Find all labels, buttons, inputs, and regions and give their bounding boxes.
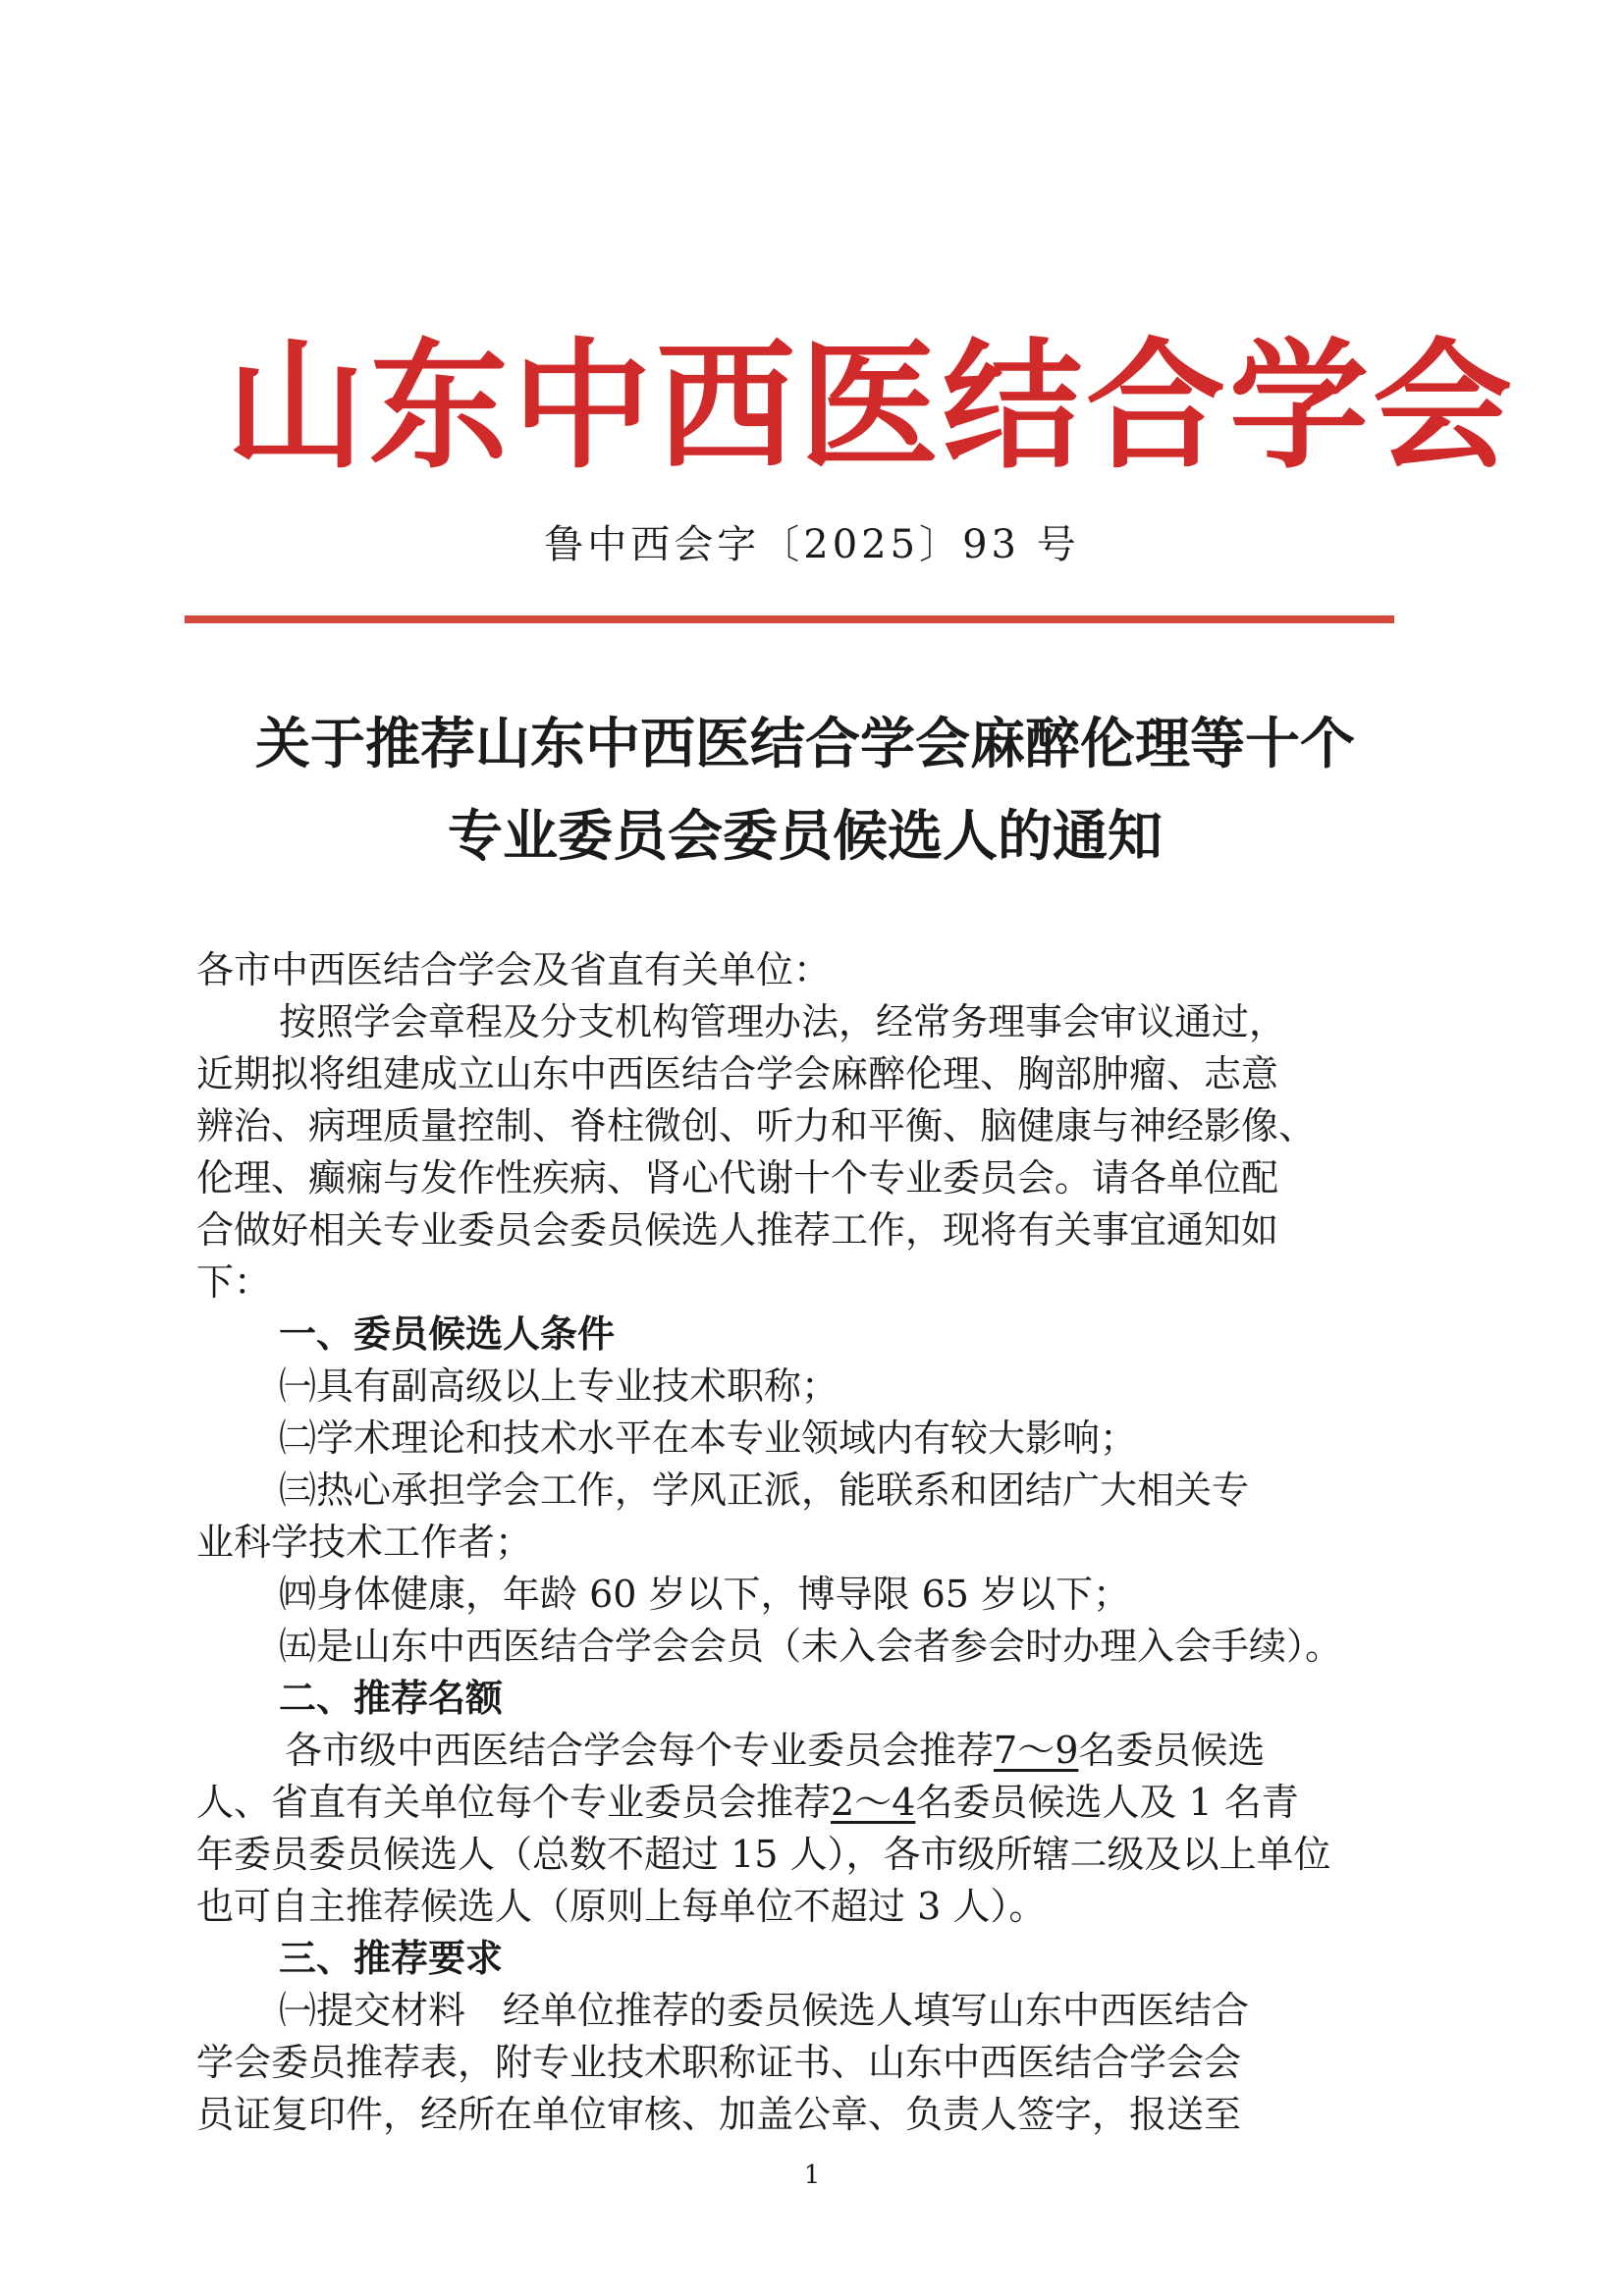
condition-item: ㈠具有副高级以上专业技术职称； [279,1364,839,1408]
intro-line: 下： [196,1260,272,1304]
title-line-1: 关于推荐山东中西医结合学会麻醉伦理等十个 [255,713,1355,776]
requirement-line: ㈠提交材料 经单位推荐的委员候选人填写山东中西医结合 [279,1989,1250,2032]
organization-masthead: 山东中西医结合学会 [226,326,1516,488]
quota-line: 年委员委员候选人（总数不超过 15 人），各市级所辖二级及以上单位 [196,1833,1331,1876]
intro-line: 伦理、癫痫与发作性疾病、肾心代谢十个专业委员会。请各单位配 [196,1156,1279,1200]
condition-item: ㈢热心承担学会工作，学风正派，能联系和团结广大相关专 [279,1468,1250,1512]
section-heading-1: 一、委员候选人条件 [279,1312,616,1356]
condition-item: 业科学技术工作者； [196,1521,533,1564]
quota-text: 人、省直有关单位每个专业委员会推荐 [196,1781,832,1824]
condition-item: ㈤是山东中西医结合学会会员（未入会者参会时办理入会手续）。 [279,1625,1343,1668]
quota-text: 名委员候选 [1078,1729,1266,1772]
title-line-2: 专业委员会委员候选人的通知 [448,805,1163,869]
quota-range-underlined: 2～4 [831,1781,916,1824]
intro-line: 辨治、病理质量控制、脊柱微创、听力和平衡、脑健康与神经影像、 [196,1104,1317,1148]
condition-item: ㈣身体健康，年龄 60 岁以下，博导限 65 岁以下； [279,1573,1131,1616]
section-heading-3: 三、推荐要求 [279,1937,504,1980]
intro-line: 合做好相关专业委员会委员候选人推荐工作，现将有关事宜通知如 [196,1208,1279,1252]
quota-range-underlined: 7～9 [994,1729,1079,1772]
red-divider-line [185,615,1394,623]
requirement-line: 员证复印件，经所在单位审核、加盖公章、负责人签字，报送至 [196,2093,1242,2136]
quota-line [196,1777,1299,1829]
page-number: 1 [803,2161,821,2190]
quota-line [285,1725,1265,1777]
intro-line: 按照学会章程及分支机构管理办法，经常务理事会审议通过， [279,1000,1287,1043]
document-number: 鲁中西会字〔2025〕93 号 [544,522,1080,567]
salutation: 各市中西医结合学会及省直有关单位： [196,948,832,991]
section-heading-2: 二、推荐名额 [279,1677,504,1720]
quota-line: 也可自主推荐候选人（原则上每单位不超过 3 人）。 [196,1885,1047,1928]
condition-item: ㈡学术理论和技术水平在本专业领域内有较大影响； [279,1416,1138,1460]
quota-text: 各市级中西医结合学会每个专业委员会推荐 [285,1729,995,1772]
requirement-line: 学会委员推荐表，附专业技术职称证书、山东中西医结合学会会 [196,2041,1242,2084]
notice-title [187,699,1424,883]
intro-line: 近期拟将组建成立山东中西医结合学会麻醉伦理、胸部肿瘤、志意 [196,1052,1279,1095]
quota-text: 名委员候选人及 1 名青 [915,1781,1299,1824]
